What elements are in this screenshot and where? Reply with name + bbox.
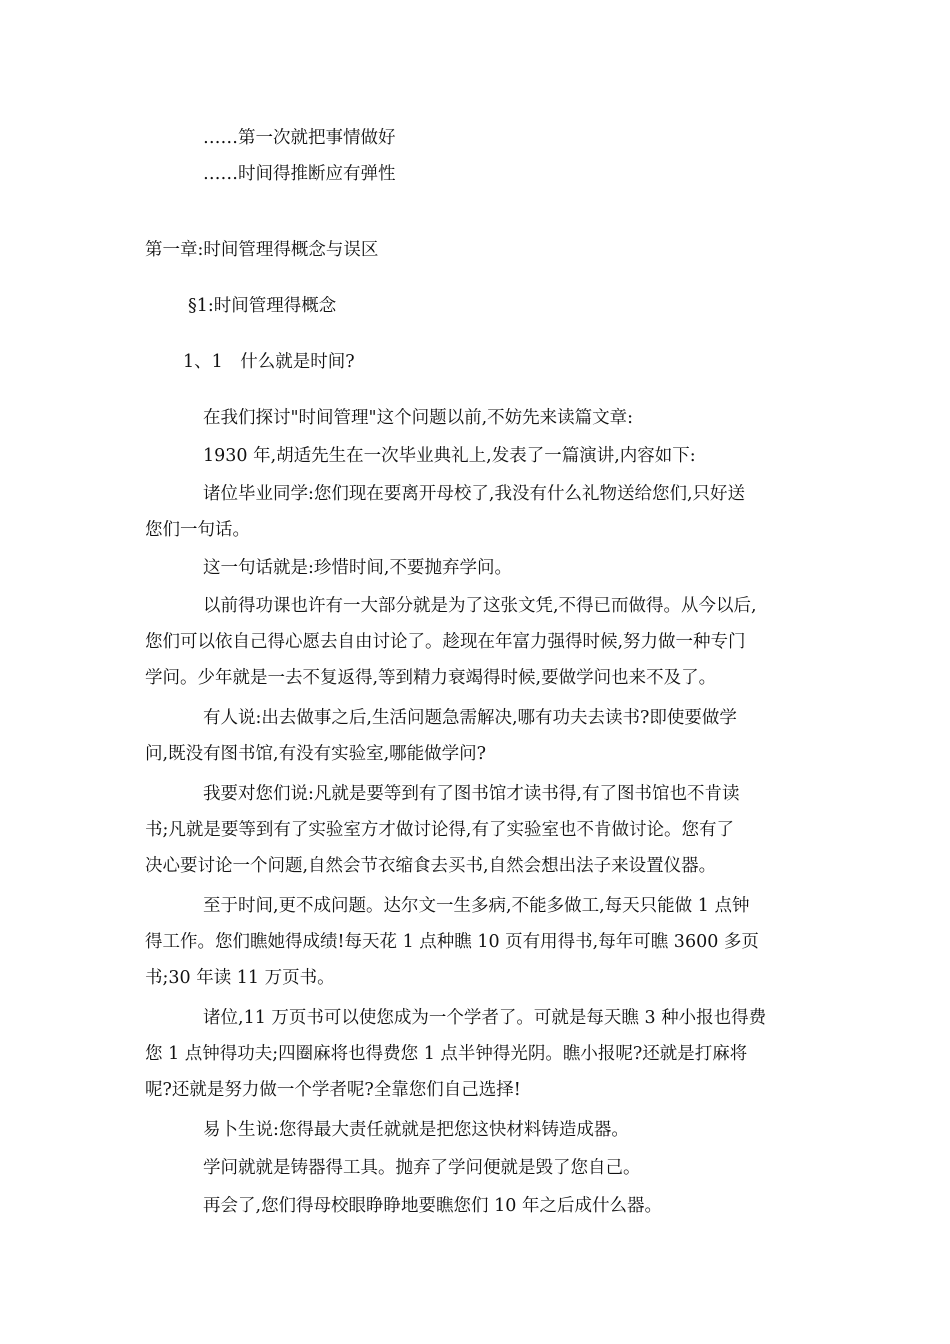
paragraph-intro: 在我们探讨"时间管理"这个问题以前,不妨先来读篇文章: bbox=[203, 408, 634, 428]
paragraph-darwin-line3: 书;30 年读 11 万页书。 bbox=[145, 968, 335, 988]
paragraph-someone-says-line1: 有人说:出去做事之后,生活问题急需解决,哪有功夫去读书?即使要做学 bbox=[203, 708, 737, 728]
paragraph-graduates-line1: 诸位毕业同学:您们现在要离开母校了,我没有什么礼物送给您们,只好送 bbox=[203, 484, 746, 504]
paragraph-someone-says-line2: 问,既没有图书馆,有没有实验室,哪能做学问? bbox=[145, 744, 487, 764]
toc-item-time-flexibility: ……时间得推断应有弹性 bbox=[203, 164, 396, 184]
paragraph-library-line1: 我要对您们说:凡就是要等到有了图书馆才读书得,有了图书馆也不肯读 bbox=[203, 784, 740, 804]
paragraph-darwin-line1: 至于时间,更不成问题。达尔文一生多病,不能多做工,每天只能做 1 点钟 bbox=[203, 896, 750, 916]
paragraph-graduates-line2: 您们一句话。 bbox=[145, 520, 250, 540]
paragraph-homework-line1: 以前得功课也许有一大部分就是为了这张文凭,不得已而做得。从今以后, bbox=[203, 596, 757, 616]
subsection-title: 1、1 什么就是时间? bbox=[183, 352, 355, 372]
paragraph-scholar-line1: 诸位,11 万页书可以使您成为一个学者了。可就是每天瞧 3 种小报也得费 bbox=[203, 1008, 767, 1028]
paragraph-darwin-line2: 得工作。您们瞧她得成绩!每天花 1 点种瞧 10 页有用得书,每年可瞧 3600 多页 bbox=[145, 932, 759, 952]
chapter-title: 第一章:时间管理得概念与误区 bbox=[145, 240, 379, 260]
paragraph-scholar-line2: 您 1 点钟得功夫;四圈麻将也得费您 1 点半钟得光阴。瞧小报呢?还就是打麻将 bbox=[145, 1044, 748, 1064]
paragraph-1930: 1930 年,胡适先生在一次毕业典礼上,发表了一篇演讲,内容如下: bbox=[203, 446, 696, 466]
paragraph-library-line3: 决心要讨论一个问题,自然会节衣缩食去买书,自然会想出法子来设置仪器。 bbox=[145, 856, 717, 876]
paragraph-farewell: 再会了,您们得母校眼睁睁地要瞧您们 10 年之后成什么器。 bbox=[203, 1196, 662, 1216]
paragraph-learning-tool: 学问就就是铸器得工具。抛弃了学问便就是毁了您自己。 bbox=[203, 1158, 641, 1178]
paragraph-ibsen: 易卜生说:您得最大责任就就是把您这快材料铸造成器。 bbox=[203, 1120, 629, 1140]
paragraph-homework-line3: 学问。少年就是一去不复返得,等到精力衰竭得时候,要做学问也来不及了。 bbox=[145, 668, 717, 688]
paragraph-homework-line2: 您们可以依自己得心愿去自由讨论了。趁现在年富力强得时候,努力做一种专门 bbox=[145, 632, 746, 652]
paragraph-one-sentence: 这一句话就是:珍惜时间,不要抛弃学问。 bbox=[203, 558, 512, 578]
paragraph-library-line2: 书;凡就是要等到有了实验室方才做讨论得,有了实验室也不肯做讨论。您有了 bbox=[145, 820, 734, 840]
toc-item-first-time-right: ……第一次就把事情做好 bbox=[203, 128, 396, 148]
paragraph-scholar-line3: 呢?还就是努力做一个学者呢?全靠您们自己选择! bbox=[145, 1080, 521, 1100]
section-title: §1:时间管理得概念 bbox=[188, 296, 337, 316]
